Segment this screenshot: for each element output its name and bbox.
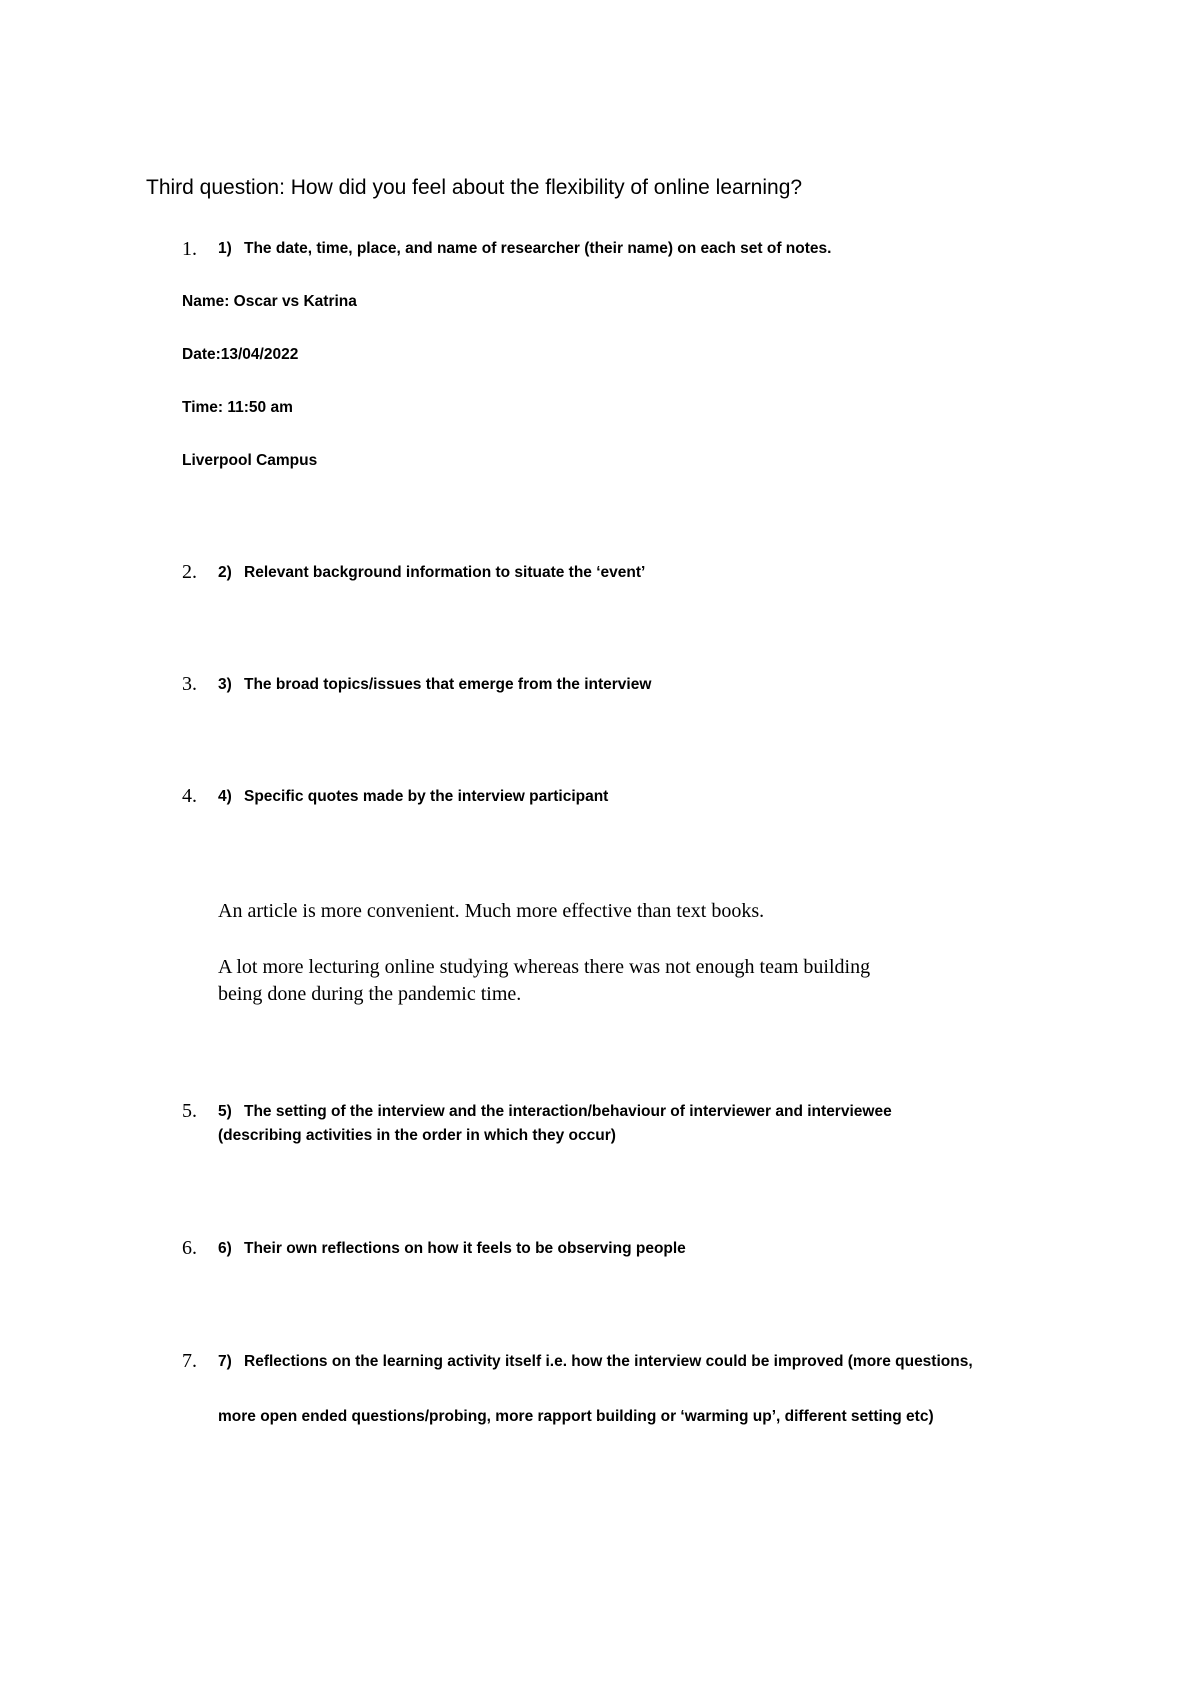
item-label-6: 6)	[218, 1240, 232, 1257]
item-6	[218, 1240, 686, 1258]
item-2	[218, 564, 645, 582]
item-number-7: 7.	[182, 1350, 197, 1372]
item-label-5: 5)	[218, 1103, 232, 1120]
item-label-3: 3)	[218, 676, 232, 693]
document-heading: Third question: How did you feel about the flexibility of online learning?	[146, 176, 803, 199]
item-label-2: 2)	[218, 564, 232, 581]
item-label-7: 7)	[218, 1353, 232, 1370]
item-3	[218, 676, 651, 694]
item-number-4: 4.	[182, 785, 197, 807]
item-number-6: 6.	[182, 1237, 197, 1259]
item-text-2: Relevant background information to situate the ‘event’	[244, 564, 646, 581]
interview-place: Liverpool Campus	[182, 452, 318, 469]
item-label-4: 4)	[218, 788, 232, 805]
item-text-1: The date, time, place, and name of researcher (their name) on each set of notes.	[244, 240, 832, 257]
item-text-6: Their own reflections on how it feels to be observing people	[244, 1240, 686, 1257]
quote-2-line-1: A lot more lecturing online studying whereas there was not enough team building	[218, 956, 871, 978]
interview-date: Date:13/04/2022	[182, 346, 299, 363]
item-label-1: 1)	[218, 240, 232, 257]
item-text-7: Reflections on the learning activity itself i.e. how the interview could be improved (more questions,	[244, 1353, 973, 1370]
item-text-5: The setting of the interview and the interaction/behaviour of interviewer and interviewee	[244, 1103, 892, 1120]
item-5-continuation: (describing activities in the order in which they occur)	[218, 1127, 616, 1144]
item-4	[218, 788, 608, 806]
item-number-1: 1.	[182, 238, 197, 260]
researcher-name: Name: Oscar vs Katrina	[182, 293, 357, 310]
item-number-3: 3.	[182, 673, 197, 695]
item-1	[218, 240, 831, 258]
interview-time: Time: 11:50 am	[182, 399, 293, 416]
quote-2-line-2: being done during the pandemic time.	[218, 983, 522, 1005]
item-7-continuation: more open ended questions/probing, more rapport building or ‘warming up’, different setting etc)	[218, 1408, 934, 1425]
item-7	[218, 1353, 973, 1371]
item-text-4: Specific quotes made by the interview participant	[244, 788, 609, 805]
item-number-2: 2.	[182, 561, 197, 583]
item-5	[218, 1103, 892, 1121]
item-text-3: The broad topics/issues that emerge from the interview	[244, 676, 652, 693]
item-number-5: 5.	[182, 1100, 197, 1122]
quote-1: An article is more convenient. Much more effective than text books.	[218, 900, 765, 922]
